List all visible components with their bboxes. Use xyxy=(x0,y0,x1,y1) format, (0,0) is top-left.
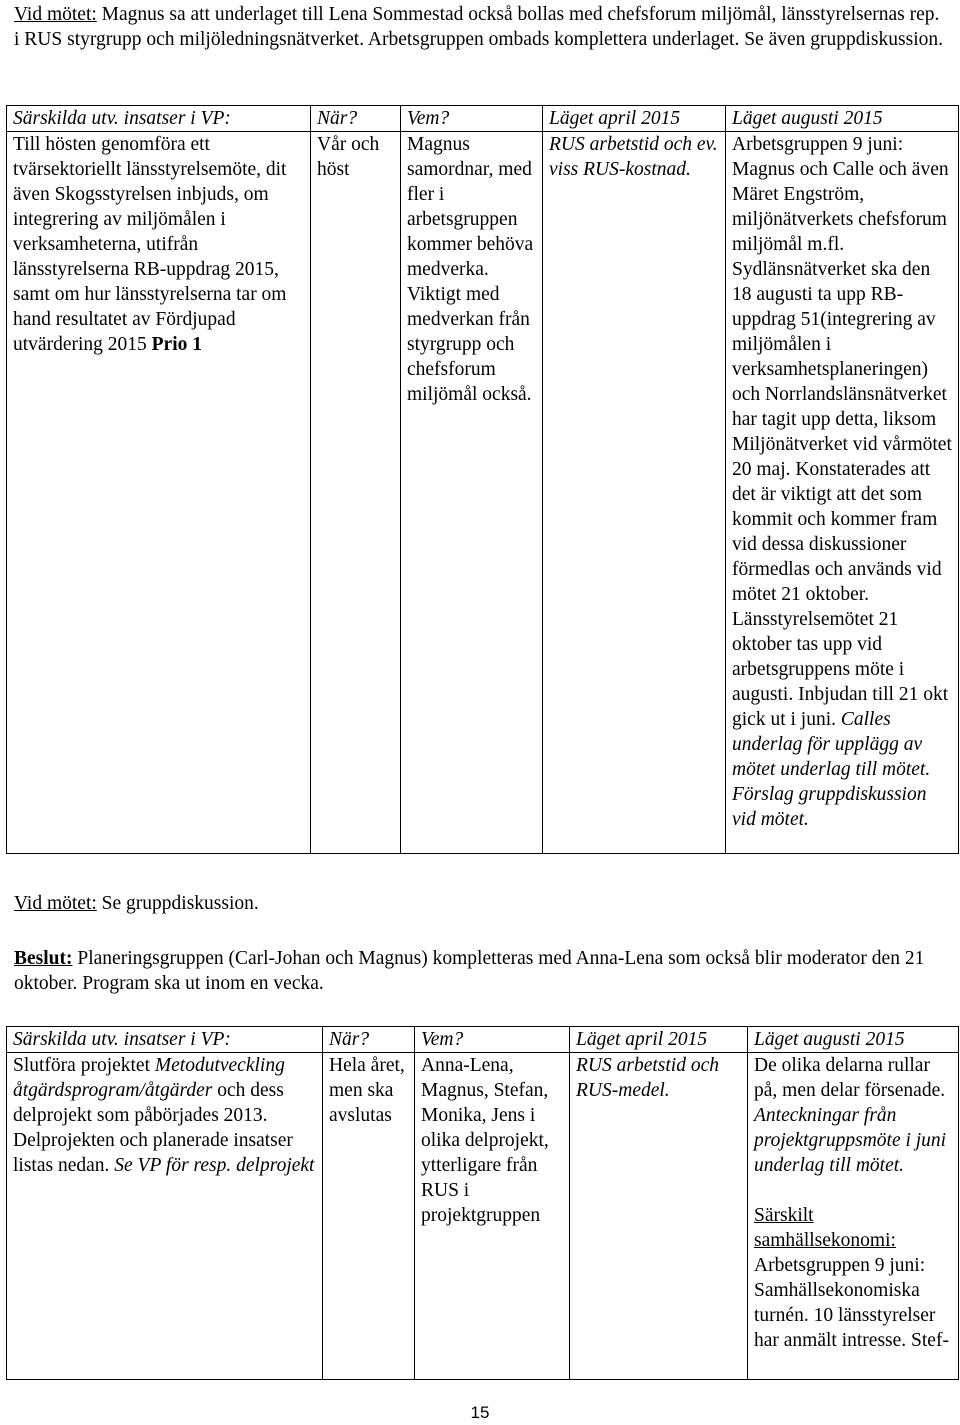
cell-insats: Till hösten genomföra ett tvärsektoriellt länsstyrelsemöte, dit även Skogsstyrelsen inbjuds, om integrering av miljömålen i verksamheterna, utifrån länsstyrelserna RB-uppdrag 2015, samt om hur länsstyrelserna tar om hand resultatet av Fördjupad utvärdering 2015 Prio 1 xyxy=(7,132,311,854)
header-nar: När? xyxy=(311,106,401,132)
page-number: 15 xyxy=(470,1403,490,1422)
intro-paragraph xyxy=(14,2,944,52)
priority-label: Prio 1 xyxy=(151,334,202,355)
cell-vem: Magnus samordnar, med fler i arbetsgruppen kommer behöva medverka. Viktigt med medverkan från styrgrupp och chefsforum miljömål också. xyxy=(401,132,543,854)
intro-text: Magnus sa att underlaget till Lena Sommestad också bollas med chefsforum miljömål, länsstyrelsernas rep. i RUS styrgrupp och miljöledningsnätverket. Arbetsgruppen ombads komplettera underlaget. Se även gruppdiskussion. xyxy=(14,4,943,50)
meeting-note: Vid mötet: Se gruppdiskussion. xyxy=(14,893,259,914)
cell-augusti: De olika delarna rullar på, men delar försenade. Anteckningar från projektgruppsmöte i juni underlag till mötet. Särskilt samhällsekonomi: Arbetsgruppen 9 juni: Samhällsekonomiska turnén. 10 länsstyrelser har anmält intresse. Stef- xyxy=(748,1053,959,1380)
header-vem: Vem? xyxy=(401,106,543,132)
header-april: Läget april 2015 xyxy=(543,106,726,132)
decision-paragraph: Beslut: Planeringsgruppen (Carl-Johan och Magnus) kompletteras med Anna-Lena som också blir moderator den 21 oktober. Program ska ut inom en vecka. xyxy=(14,948,925,994)
cell-insats: Slutföra projektet Metodutveckling åtgärdsprogram/åtgärder och dess delprojekt som påbörjades 2013. Delprojekten och planerade insatser listas nedan. Se VP för resp. delprojekt xyxy=(7,1053,323,1380)
cell-nar: Hela året, men ska avslutas xyxy=(323,1053,415,1380)
table-header-row xyxy=(7,106,959,132)
samhallsekonomi-label: Särskilt samhällsekonomi: xyxy=(754,1205,896,1251)
cell-augusti: Arbetsgruppen 9 juni: Magnus och Calle och även Märet Engström, miljönätverkets chefsforum miljömål m.fl. Sydlänsnätverket ska den 18 augusti ta upp RB-uppdrag 51(integrering av miljömålen i verksamhetsplaneringen) och Norrlandslänsnätverket har tagit upp detta, liksom Miljönätverket vid vårmötet 20 maj. Konstaterades att det är viktigt att det som kommit och kommer fram vid dessa diskussioner förmedlas och används vid mötet 21 oktober. Länsstyrelsemötet 21 oktober tas upp vid arbetsgruppens möte i augusti. Inbjudan till 21 okt gick ut i juni. Calles underlag för upplägg av mötet underlag till mötet. Förslag gruppdiskussion vid mötet. xyxy=(726,132,959,854)
table-row xyxy=(7,1053,959,1380)
meeting-label: Vid mötet: xyxy=(14,893,97,914)
decision-label: Beslut: xyxy=(14,948,73,969)
header-april: Läget april 2015 xyxy=(570,1027,748,1053)
cell-april: RUS arbetstid och ev. viss RUS-kostnad. xyxy=(543,132,726,854)
cell-nar: Vår och höst xyxy=(311,132,401,854)
header-nar: När? xyxy=(323,1027,415,1053)
cell-vem: Anna-Lena, Magnus, Stefan, Monika, Jens i olika delprojekt, ytterligare från RUS i projektgruppen xyxy=(415,1053,570,1380)
cell-april: RUS arbetstid och RUS-medel. xyxy=(570,1053,748,1380)
header-augusti: Läget augusti 2015 xyxy=(726,106,959,132)
header-vem: Vem? xyxy=(415,1027,570,1053)
table-header-row xyxy=(7,1027,959,1053)
insatser-table-1 xyxy=(6,105,959,854)
header-insatser: Särskilda utv. insatser i VP: xyxy=(7,106,311,132)
header-augusti: Läget augusti 2015 xyxy=(748,1027,959,1053)
table-row xyxy=(7,132,959,854)
insatser-table-2 xyxy=(6,1026,959,1380)
intro-label: Vid mötet: xyxy=(14,4,97,25)
header-insatser: Särskilda utv. insatser i VP: xyxy=(7,1027,323,1053)
